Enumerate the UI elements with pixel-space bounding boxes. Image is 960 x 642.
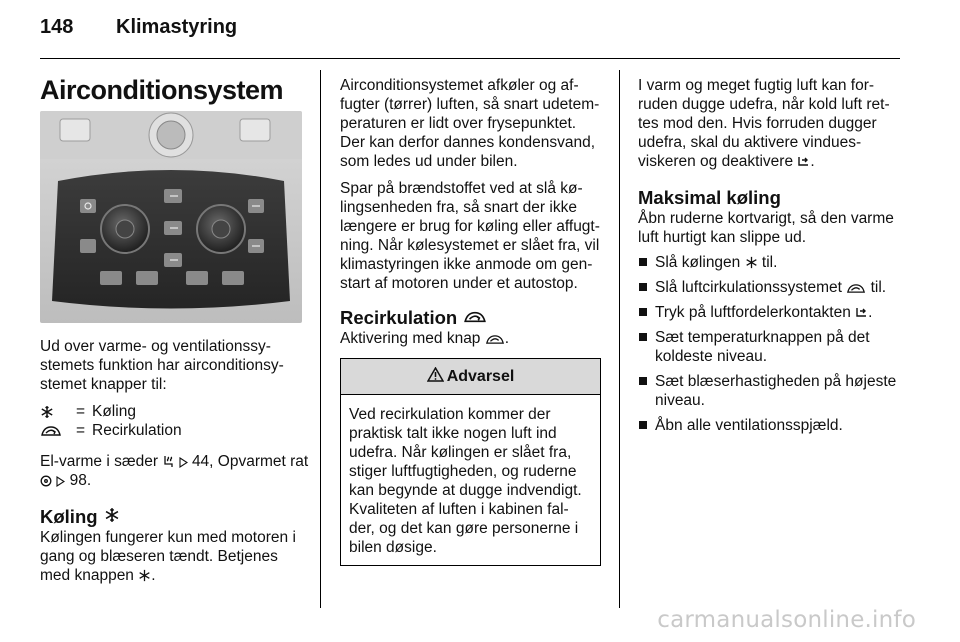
column-1	[40, 74, 310, 585]
button-legend	[40, 402, 310, 440]
max-cooling-heading: Maksimal køling	[638, 187, 781, 208]
warning-box	[340, 358, 601, 566]
page-ref-arrow-icon	[179, 453, 188, 470]
snowflake-icon	[104, 506, 120, 528]
legend-row-cooling: = Køling	[40, 402, 310, 421]
column-divider	[619, 70, 620, 608]
list-item: Tryk på luftfordelerkontakten .	[638, 303, 903, 322]
recirculation-text: Aktivering med knap .	[340, 330, 510, 347]
warning-triangle-icon	[427, 367, 444, 387]
recirculation-heading: Recirkulation	[340, 307, 602, 329]
list-item: Åbn alle ventilationsspjæld.	[638, 416, 903, 435]
recirculation-icon	[40, 425, 76, 437]
page-number: 148	[40, 16, 74, 38]
list-item: Sæt temperaturknappen på det koldeste niveau.	[638, 328, 903, 366]
air-distribution-icon	[797, 153, 810, 170]
cooling-heading: Køling	[40, 506, 310, 528]
legend-label-cooling: Køling	[92, 403, 136, 420]
recirculation-icon	[463, 307, 487, 329]
intro-text: Ud over varme- og ventilationssy-stemets funktion har airconditionsy-stemet knapper til:	[40, 338, 284, 393]
legend-row-recirculation: = Recirkulation	[40, 421, 310, 440]
list-item: Slå luftcirkulationssystemet til.	[638, 278, 903, 297]
snowflake-icon	[745, 254, 758, 271]
paragraph-ac-function: Airconditionsystemet afkøler og af-fugter (tørrer) luften, så snart udetem-peraturen er lidt over frysepunktet. Der kan derfor dannes kondensvand, som ledes ud under bilen.	[340, 77, 600, 170]
section-title: Airconditionsystem	[40, 75, 284, 105]
air-distribution-icon	[855, 304, 868, 321]
climate-control-panel-photo	[40, 111, 302, 323]
warning-title: Advarsel	[446, 368, 515, 385]
page-ref-arrow-icon	[56, 472, 65, 489]
heated-steering-wheel-icon	[40, 472, 52, 489]
cooling-text: Kølingen fungerer kun med motoren i gang og blæseren tændt. Betjenes med knappen .	[40, 529, 296, 584]
warning-text: Ved recirkulation kommer der praktisk talt ikke nogen luft ind udefra. Når kølingen er slået fra, stiger luftfugtigheden, og ruderne kan begynde at dugge indvendigt. Kvaliteten af luften i kabinen fal-der, og det kan gøre personerne i bilen døsige.	[349, 406, 582, 556]
warning-header	[341, 359, 600, 395]
list-item: Slå kølingen til.	[638, 253, 903, 272]
crossref-text: El-varme i sæder 44, Opvarmet rat 98.	[40, 453, 309, 489]
snowflake-icon	[40, 405, 76, 419]
heated-seat-icon	[162, 453, 174, 470]
legend-label-recirculation: Recirkulation	[92, 422, 182, 439]
snowflake-icon	[138, 567, 151, 584]
header-divider	[40, 58, 900, 59]
page-header	[40, 18, 237, 37]
recirculation-icon	[485, 330, 505, 347]
crossref-link-2[interactable]: 98.	[69, 472, 92, 489]
column-divider	[320, 70, 321, 608]
column-3	[638, 76, 903, 435]
chapter-title: Klimastyring	[116, 16, 238, 38]
max-cooling-intro: Åbn ruderne kortvarigt, så den varme luft hurtigt kan slippe ud.	[638, 210, 894, 246]
paragraph-windshield-fog: I varm og meget fugtig luft kan for-ruden dugge udefra, når kold luft ret-tes mod den. Hvis forruden dugger udefra, skal du aktivere vindues-viskeren og deaktivere .	[638, 77, 890, 170]
crossref-link-1[interactable]: 44, Opvarmet rat	[191, 453, 309, 470]
max-cooling-steps	[638, 253, 903, 435]
paragraph-fuel-saving: Spar på brændstoffet ved at slå kø-lingsenheden fra, så snart der ikke længere er brug for køling eller affugt-ning. Når kølesystemet er slået fra, vil klimastyringen ikke anmode om gen-start af motoren under et autostop.	[340, 180, 600, 292]
column-2	[340, 76, 602, 566]
recirculation-icon	[846, 279, 866, 296]
list-item: Sæt blæserhastigheden på højeste niveau.	[638, 372, 903, 410]
watermark: carmanualsonline.info	[657, 607, 916, 633]
